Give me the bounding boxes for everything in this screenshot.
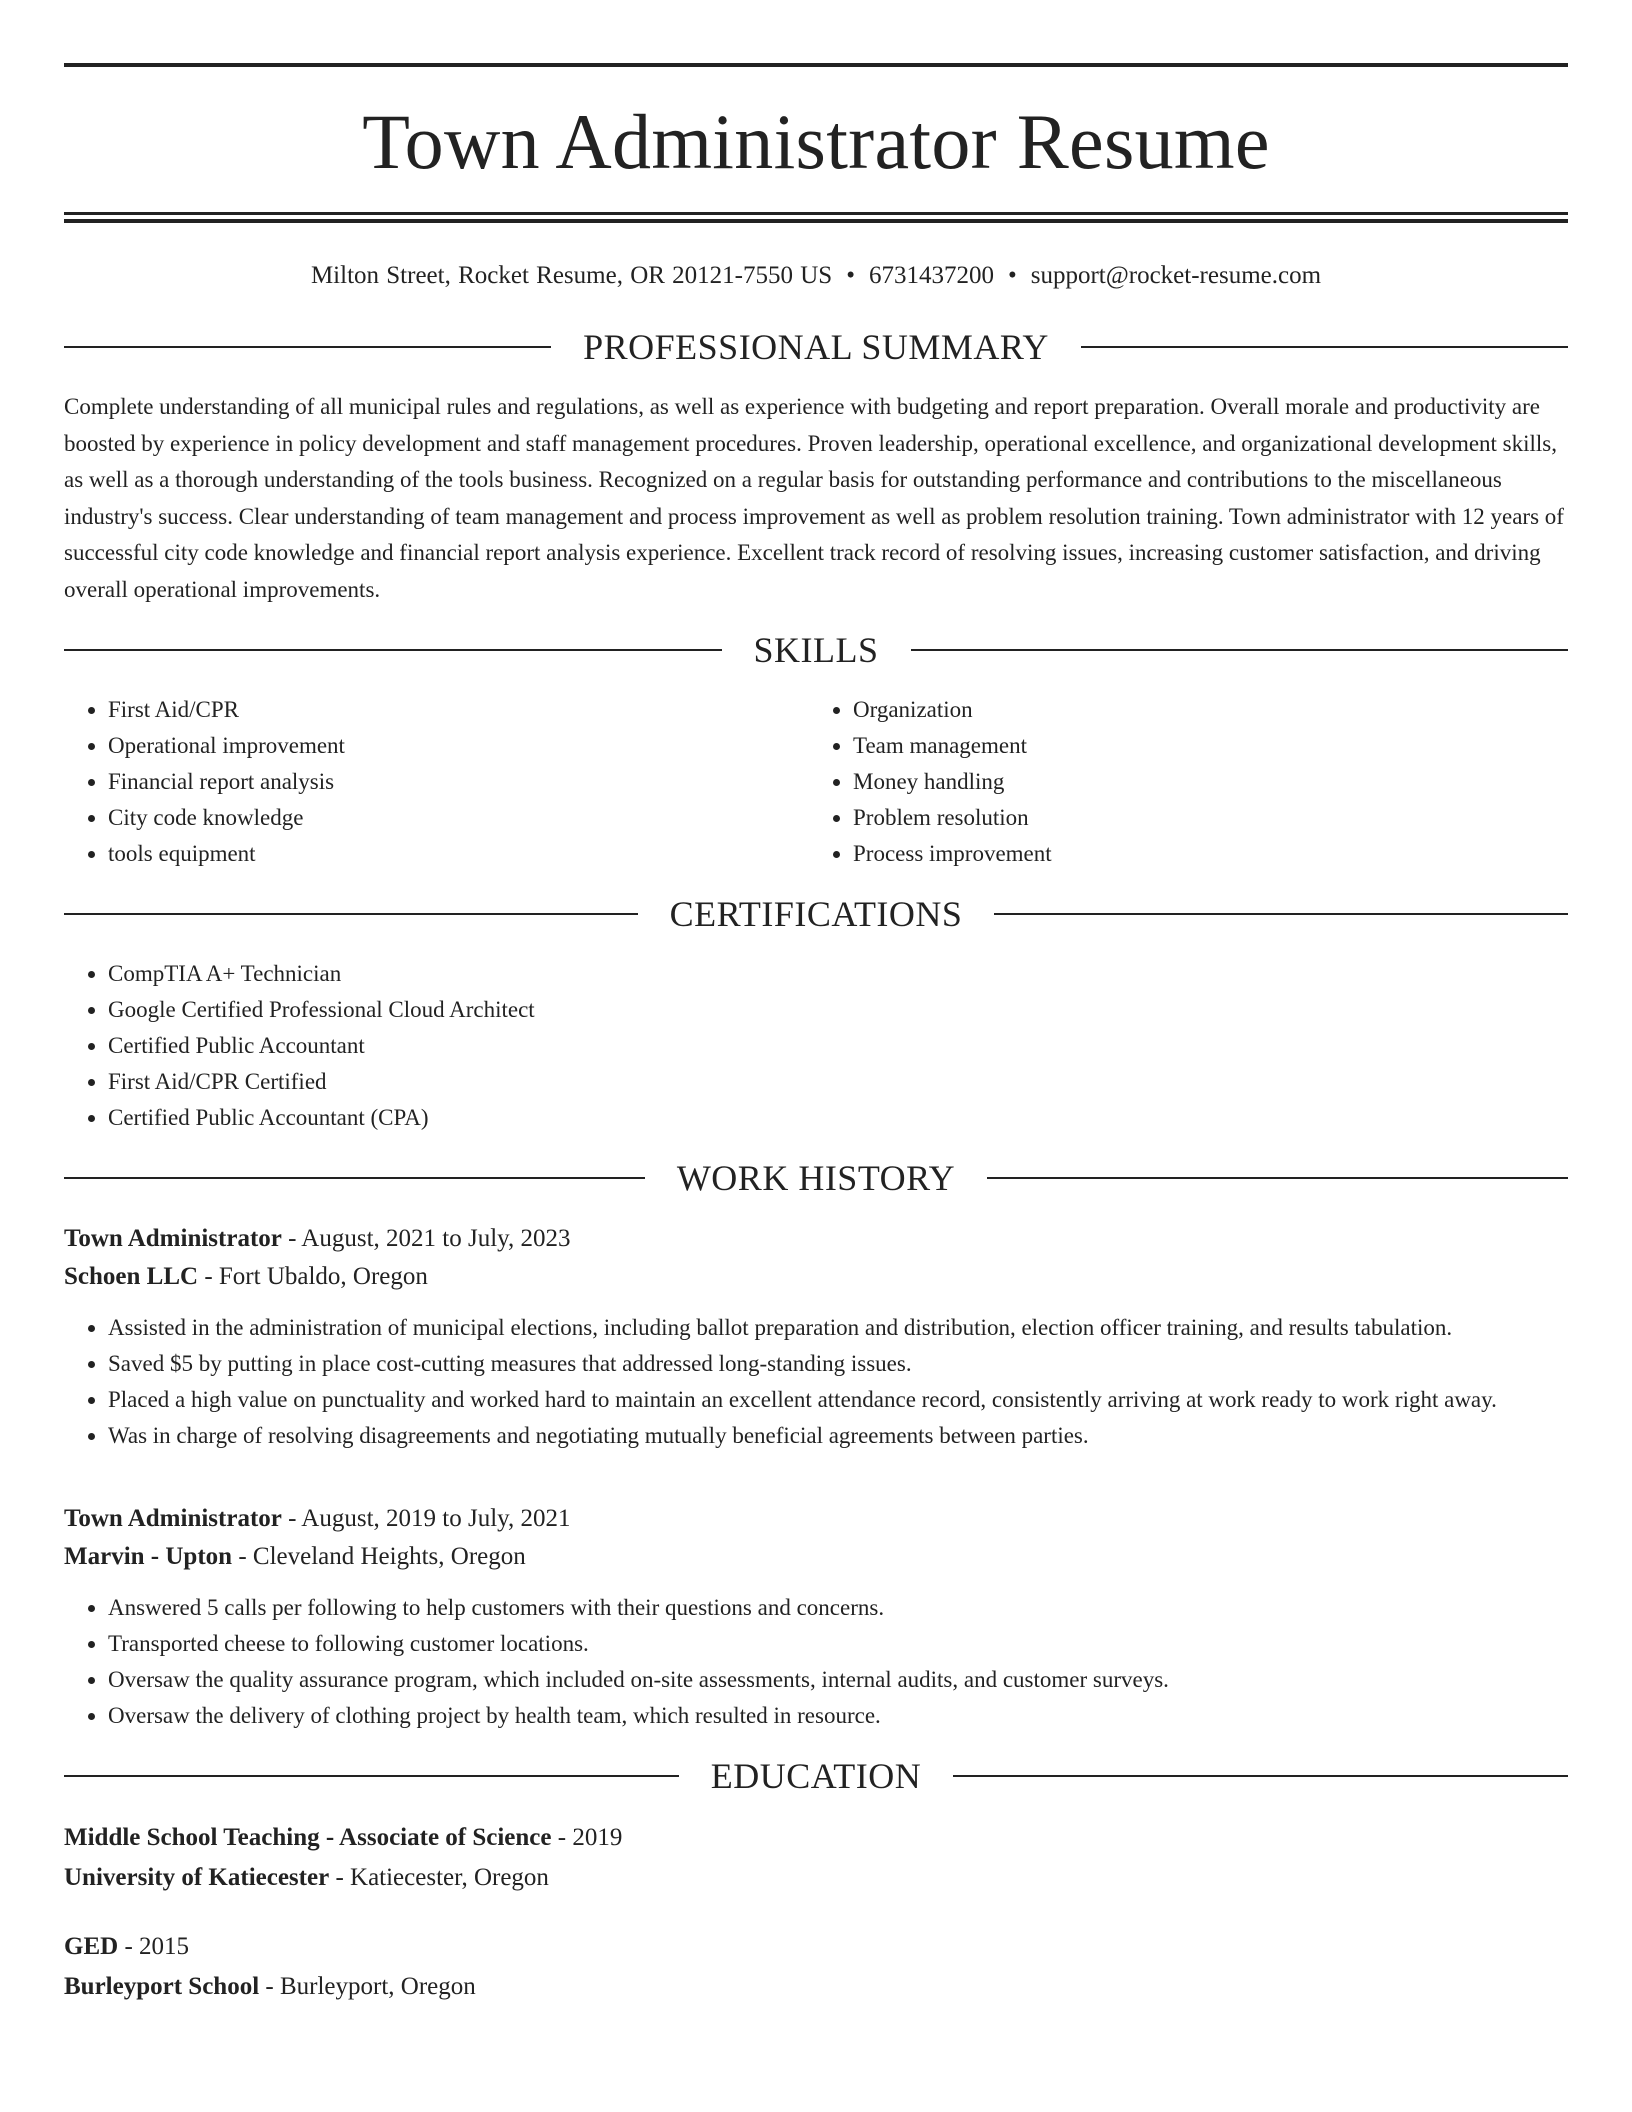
duty-item: • Transported cheese to following customer locations. — [108, 1626, 1568, 1662]
skills-column-right — [816, 692, 1568, 872]
skill-item: • City code knowledge — [108, 800, 816, 836]
section-heading-summary — [64, 327, 1568, 367]
job-company-line — [64, 1258, 1568, 1296]
education-degree-line — [64, 1818, 1568, 1858]
education-entry — [64, 1818, 1568, 1898]
heading-rule — [994, 913, 1568, 915]
duty-item: • Answered 5 calls per following to help customers with their questions and concerns. — [108, 1590, 1568, 1626]
education-degree-line — [64, 1927, 1568, 1967]
duty-item: • Placed a high value on punctuality and worked hard to maintain an excellent attendance record, consistently arriving at work ready to work right away. — [108, 1382, 1568, 1418]
contact-address: Milton Street, Rocket Resume, OR 20121-7550 US — [310, 262, 833, 289]
education-school-line — [64, 1967, 1568, 2007]
job-dates: - August, 2021 to July, 2023 — [281, 1225, 571, 1252]
skill-item: • First Aid/CPR — [108, 692, 816, 728]
section-heading-work-history — [64, 1158, 1568, 1198]
section-title: PROFESSIONAL SUMMARY — [583, 327, 1049, 367]
heading-rule — [1081, 346, 1568, 348]
skill-item: • Process improvement — [853, 836, 1568, 872]
skills-list — [64, 692, 1568, 872]
summary-text: Complete understanding of all municipal rules and regulations, as well as experience with budgeting and report preparation. Overall morale and productivity are boosted by experience in policy development and staff management procedures. Proven leadership, operational excellence, and organizational development skills, as well as a thorough understanding of the tools business. Recognized on a regular basis for outstanding performance and contributions to the miscellaneous industry's success. Clear understanding of team management and process improvement as well as problem resolution training. Town administrator with 12 years of successful city code knowledge and financial report analysis experience. Excellent track record of resolving issues, increasing customer satisfaction, and driving overall operational improvements. — [64, 394, 1564, 602]
job-title-line — [64, 1220, 1568, 1258]
heading-rule — [64, 1177, 645, 1179]
duty-item: • Oversaw the quality assurance program, which included on-site assessments, internal audits, and customer surveys. — [108, 1662, 1568, 1698]
skill-item: • Financial report analysis — [108, 764, 816, 800]
job-title: Town Administrator — [64, 1225, 282, 1252]
section-title: SKILLS — [753, 630, 879, 670]
section-heading-education — [64, 1756, 1568, 1796]
skill-item: • Problem resolution — [853, 800, 1568, 836]
job-company: Marvin - Upton — [64, 1543, 233, 1570]
heading-rule — [64, 346, 551, 348]
heading-rule — [911, 649, 1569, 651]
heading-rule — [64, 913, 638, 915]
education-year: - 2019 — [551, 1824, 623, 1851]
skill-item: • Team management — [853, 728, 1568, 764]
education-degree: GED — [64, 1933, 119, 1960]
certification-item: • CompTIA A+ Technician — [108, 956, 1568, 992]
resume-page — [64, 0, 1568, 2007]
education-school-line — [64, 1858, 1568, 1898]
education-school: University of Katiecester — [64, 1864, 330, 1891]
contact-line — [64, 261, 1568, 291]
education-degree: Middle School Teaching - Associate of Science — [64, 1824, 552, 1851]
heading-rule — [64, 1775, 679, 1777]
education-location: - Burleyport, Oregon — [259, 1973, 476, 2000]
duty-item: • Assisted in the administration of municipal elections, including ballot preparation and distribution, election officer training, and results tabulation. — [108, 1310, 1568, 1346]
skills-column-left — [64, 692, 816, 872]
job-entry — [64, 1500, 1568, 1734]
certification-item: • First Aid/CPR Certified — [108, 1064, 1568, 1100]
job-title-line — [64, 1500, 1568, 1538]
job-entry — [64, 1220, 1568, 1454]
certifications-list — [64, 956, 1568, 1136]
duty-item: • Saved $5 by putting in place cost-cutting measures that addressed long-standing issues. — [108, 1346, 1568, 1382]
certification-item: • Certified Public Accountant (CPA) — [108, 1100, 1568, 1136]
skill-item: • tools equipment — [108, 836, 816, 872]
job-location: - Cleveland Heights, Oregon — [232, 1543, 526, 1570]
education-year: - 2015 — [118, 1933, 190, 1960]
duty-item: • Oversaw the delivery of clothing project by health team, which resulted in resource. — [108, 1698, 1568, 1734]
heading-rule — [987, 1177, 1568, 1179]
heading-rule — [953, 1775, 1568, 1777]
section-title: CERTIFICATIONS — [669, 894, 963, 934]
job-company-line — [64, 1538, 1568, 1576]
skill-item: • Operational improvement — [108, 728, 816, 764]
contact-phone: 6731437200 — [868, 262, 994, 289]
education-list — [64, 1818, 1568, 2007]
section-heading-certifications — [64, 894, 1568, 934]
page-title: Town Administrator Resume — [362, 98, 1270, 185]
education-location: - Katiecester, Oregon — [329, 1864, 549, 1891]
contact-email: support@rocket-resume.com — [1030, 262, 1322, 289]
job-duties — [64, 1590, 1568, 1734]
job-company: Schoen LLC — [64, 1263, 199, 1290]
job-duties — [64, 1310, 1568, 1454]
section-heading-skills — [64, 630, 1568, 670]
contact-separator: • — [846, 262, 855, 289]
section-title: WORK HISTORY — [676, 1158, 956, 1198]
job-location: - Fort Ubaldo, Oregon — [198, 1263, 428, 1290]
title-double-rule — [64, 212, 1568, 223]
education-school: Burleyport School — [64, 1973, 260, 2000]
education-entry — [64, 1927, 1568, 2007]
duty-item: • Was in charge of resolving disagreements and negotiating mutually beneficial agreements between parties. — [108, 1418, 1568, 1454]
section-title: EDUCATION — [710, 1756, 922, 1796]
certification-item: • Google Certified Professional Cloud Architect — [108, 992, 1568, 1028]
heading-rule — [64, 649, 722, 651]
job-dates: - August, 2019 to July, 2021 — [281, 1505, 571, 1532]
certification-item: • Certified Public Accountant — [108, 1028, 1568, 1064]
contact-separator: • — [1007, 262, 1017, 289]
skill-item: • Organization — [853, 692, 1568, 728]
job-title: Town Administrator — [64, 1505, 282, 1532]
skill-item: • Money handling — [853, 764, 1568, 800]
